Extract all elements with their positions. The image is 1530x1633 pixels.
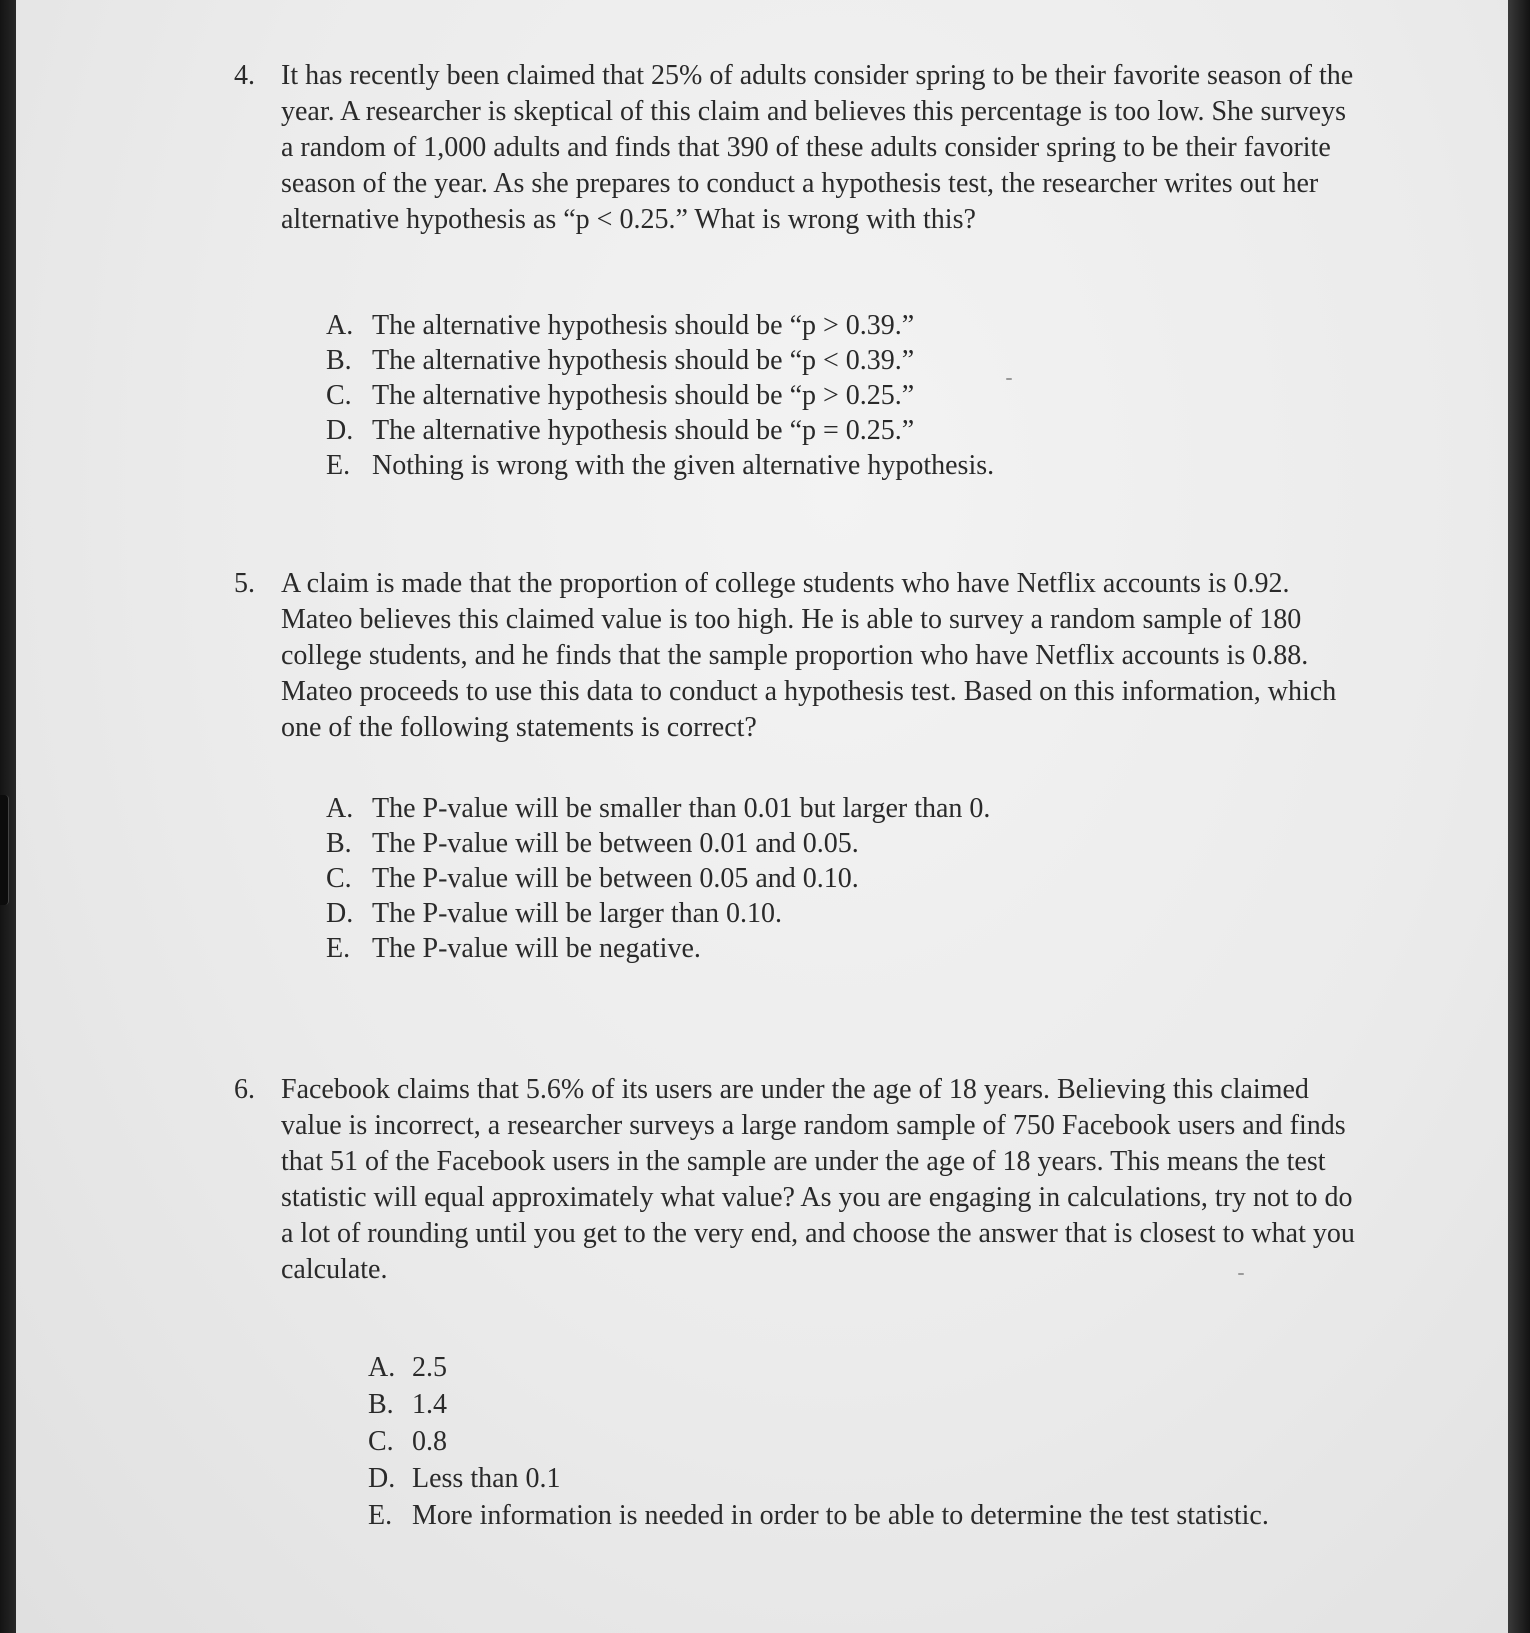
choice-text: More information is needed in order to be able to determine the test statistic. [412,1500,1269,1531]
choice-b[interactable] [16,343,1508,378]
choice-letter: A. [326,793,354,824]
choice-d[interactable] [16,896,1508,931]
choice-letter: D. [326,898,354,929]
choice-text: The P-value will be negative. [372,933,701,964]
question-number: 6. [234,1074,255,1105]
right-screen-edge [1508,0,1530,1633]
choice-text: The P-value will be between 0.05 and 0.10. [372,863,859,894]
choice-letter: E. [368,1500,393,1531]
choice-letter: E. [326,450,351,481]
choice-text: The alternative hypothesis should be “p = 0.25.” [372,415,915,446]
choice-text: The P-value will be larger than 0.10. [372,898,783,929]
choice-text: The alternative hypothesis should be “p < 0.39.” [372,345,915,376]
question-text: Facebook claims that 5.6% of its users are under the age of 18 years. Believing this claimed value is incorrect, a researcher surveys a large random sample of 750 Facebook users and finds that 51 of the Facebook users in the sample are under the age of 18 years. This means the test statistic will equal approximately what value? As you are engaging in calculations, try not to do a lot of rounding until you get to the very end, and choose the answer that is closest to what you calculate. [281,1074,1355,1285]
choice-e[interactable] [16,931,1508,966]
worksheet-page [16,0,1508,1633]
choice-letter: C. [326,380,352,411]
choice-a[interactable] [16,791,1508,826]
choice-text: The P-value will be between 0.01 and 0.05. [372,828,859,859]
choice-c[interactable] [16,861,1508,896]
choice-letter: B. [326,345,352,376]
choice-text: Less than 0.1 [412,1463,561,1494]
choice-letter: C. [368,1426,394,1457]
choice-letter: A. [368,1352,396,1383]
choice-d[interactable] [16,413,1508,448]
choice-c[interactable] [16,1424,1508,1461]
choice-text: The alternative hypothesis should be “p > 0.25.” [372,380,915,411]
choice-text: 0.8 [412,1426,447,1457]
choice-letter: E. [326,933,351,964]
choice-list [16,308,1508,483]
choice-d[interactable] [16,1461,1508,1498]
choice-c[interactable] [16,378,1508,413]
question-text: A claim is made that the proportion of college students who have Netflix accounts is 0.92. Mateo believes this claimed value is too high. He is able to survey a random sample of 180 college students, and he finds that the sample proportion who have Netflix accounts is 0.88. Mateo proceeds to use this data to conduct a hypothesis test. Based on this information, which one of the following statements is correct? [281,568,1337,743]
choice-a[interactable] [16,308,1508,343]
question-number: 4. [234,60,255,91]
choice-e[interactable] [16,1498,1508,1535]
paper-mark [1006,378,1012,380]
choice-text: 1.4 [412,1389,447,1420]
choice-text: The P-value will be smaller than 0.01 but larger than 0. [372,793,991,824]
choice-letter: C. [326,863,352,894]
choice-text: Nothing is wrong with the given alternative hypothesis. [372,450,995,481]
choice-a[interactable] [16,1350,1508,1387]
choice-text: The alternative hypothesis should be “p > 0.39.” [372,310,915,341]
choice-b[interactable] [16,826,1508,861]
left-edge-tab [0,795,9,905]
choice-letter: A. [326,310,354,341]
question-text: It has recently been claimed that 25% of adults consider spring to be their favorite season of the year. A researcher is skeptical of this claim and believes this percentage is too low. She surveys a random of 1,000 adults and finds that 390 of these adults consider spring to be their favorite season of the year. As she prepares to conduct a hypothesis test, the researcher writes out her alternative hypothesis as “p < 0.25.” What is wrong with this? [281,60,1354,235]
choice-list [16,1350,1508,1535]
choice-b[interactable] [16,1387,1508,1424]
choice-text: 2.5 [412,1352,447,1383]
choice-list [16,791,1508,966]
paper-mark [1238,1273,1244,1275]
question-number: 5. [234,568,255,599]
choice-letter: D. [326,415,354,446]
choice-e[interactable] [16,448,1508,483]
choice-letter: B. [368,1389,394,1420]
choice-letter: B. [326,828,352,859]
choice-letter: D. [368,1463,396,1494]
